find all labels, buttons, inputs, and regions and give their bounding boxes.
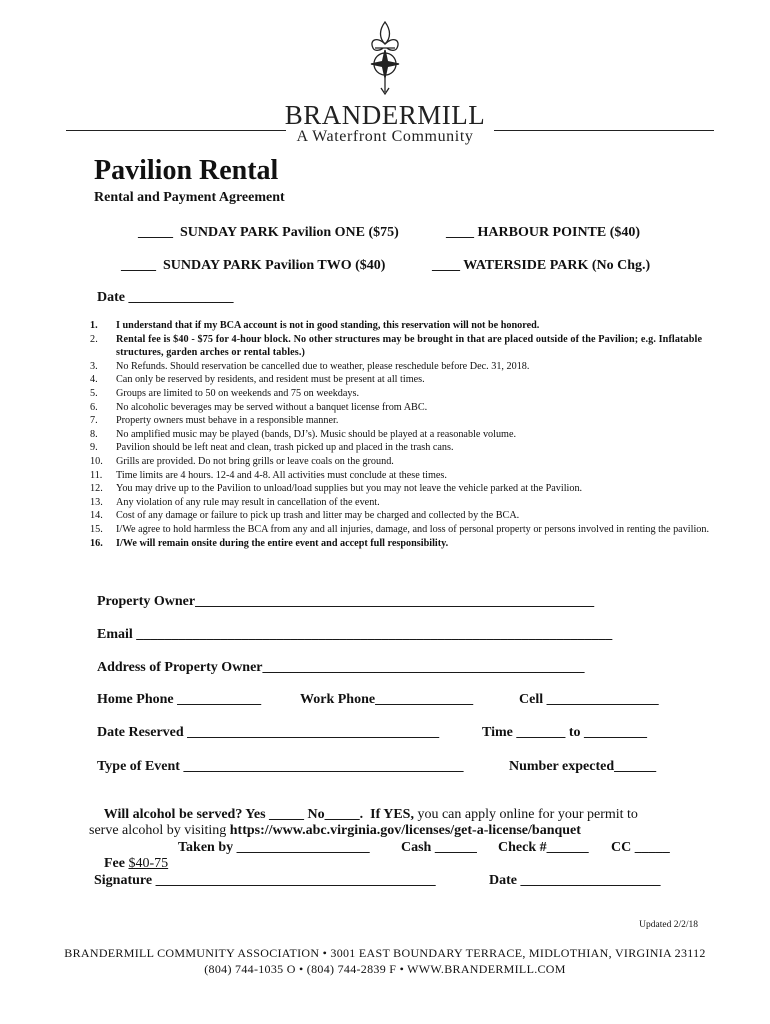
abc-license-link[interactable]: https://www.abc.virginia.gov/licenses/get-a-license/banquet xyxy=(229,823,581,838)
signature-date-field[interactable]: Date ____________________ xyxy=(489,873,661,888)
footer-contact: (804) 744-1035 O • (804) 744-2839 F • WWW.BRANDERMILL.COM xyxy=(204,962,566,976)
work-phone-field[interactable]: Work Phone______________ xyxy=(300,692,474,707)
signature-field[interactable]: Signature ________________________________________ xyxy=(94,873,436,888)
rule-item: 12. You may drive up to the Pavilion to unload/load supplies but you may not leave the vehicle parked at the Pavilion. xyxy=(90,483,583,495)
brand-name: BRANDERMILL xyxy=(284,100,486,130)
rule-item: 13. Any violation of any rule may result in cancellation of the event. xyxy=(90,496,380,508)
rule-item: 2. Rental fee is $40 - $75 for 4-hour block. No other structures may be brought in that are placed outside of the Pavilion; e.g. Inflatable structures, garden arches or rental tables.) xyxy=(90,333,703,359)
cell-field[interactable]: Cell ________________ xyxy=(519,692,659,707)
rule-item: 5. Groups are limited to 50 on weekends and 75 on weekdays. xyxy=(90,387,360,399)
rule-item: 11. Time limits are 4 hours. 12-4 and 4-8. All activities must conclude at these times. xyxy=(90,469,447,481)
fee-field: Fee $40-75 xyxy=(104,856,169,871)
time-field[interactable]: Time _______ to _________ xyxy=(482,725,648,740)
rule-item: 8. No amplified music may be played (bands, DJ’s). Music should be played at a reasonable volume. xyxy=(90,428,517,440)
option-sunday-park-two[interactable]: _____ SUNDAY PARK Pavilion TWO ($40) xyxy=(121,258,386,273)
fleur-de-lis-compass-icon xyxy=(365,18,405,98)
rule-item: 1. I understand that if my BCA account is not in good standing, this reservation will not be honored. xyxy=(90,320,540,331)
rule-item: 10. Grills are provided. Do not bring grills or leave coals on the ground. xyxy=(90,455,394,467)
option-waterside-park[interactable]: ____ WATERSIDE PARK (No Chg.) xyxy=(432,258,651,273)
option-harbour-pointe[interactable]: ____ HARBOUR POINTE ($40) xyxy=(446,225,641,240)
rule-item: 6. No alcoholic beverages may be served without a banquet license from ABC. xyxy=(90,401,428,413)
address-field[interactable]: Address of Property Owner______________________________________________ xyxy=(97,660,585,675)
rule-item: 3. No Refunds. Should reservation be cancelled due to weather, please reschedule before Dec. 31, 2018. xyxy=(90,360,530,372)
taken-by-field[interactable]: Taken by ___________________ xyxy=(178,840,370,855)
date-reserved-field[interactable]: Date Reserved ____________________________________ xyxy=(97,725,440,740)
alcohol-question[interactable]: Will alcohol be served? Yes _____ No_____. If YES, you can apply online for your permit to xyxy=(103,807,638,822)
alcohol-permit-line: serve alcohol by visiting https://www.abc.virginia.gov/licenses/get-a-license/banquet xyxy=(89,823,581,838)
cc-field[interactable]: CC _____ xyxy=(611,840,670,855)
page-subtitle: Rental and Payment Agreement xyxy=(94,190,285,205)
email-field[interactable]: Email ____________________________________________________________________ xyxy=(97,627,613,642)
rule-item: 14. Cost of any damage or failure to pick up trash and litter may be charged and collected by the BCA. xyxy=(90,510,520,522)
cash-field[interactable]: Cash ______ xyxy=(401,840,477,855)
option-sunday-park-one[interactable]: _____ SUNDAY PARK Pavilion ONE ($75) xyxy=(138,225,399,240)
rule-item: 15. I/We agree to hold harmless the BCA from any and all injuries, damage, and loss of personal property or persons involved in renting the pavilion. xyxy=(90,523,710,535)
number-expected-field[interactable]: Number expected______ xyxy=(509,759,657,774)
updated-date: Updated 2/2/18 xyxy=(639,920,698,930)
page-title: Pavilion Rental xyxy=(94,155,279,186)
rule-item: 16. I/We will remain onsite during the entire event and accept full responsibility. xyxy=(90,537,449,549)
property-owner-field[interactable]: Property Owner_________________________________________________________ xyxy=(97,594,595,609)
fee-value: $40-75 xyxy=(128,856,169,871)
rule-item: 7. Property owners must behave in a responsible manner. xyxy=(90,415,339,427)
rules-list xyxy=(90,319,710,550)
date-field[interactable]: Date _______________ xyxy=(97,290,234,305)
check-field[interactable]: Check #______ xyxy=(498,840,589,855)
type-of-event-field[interactable]: Type of Event ________________________________________ xyxy=(97,759,464,774)
rule-item: 9. Pavilion should be left neat and clean, trash picked up and placed in the trash cans. xyxy=(90,442,454,454)
rule-item: 4. Can only be reserved by residents, and resident must be present at all times. xyxy=(90,374,425,386)
brand-tagline: A Waterfront Community xyxy=(296,128,474,145)
home-phone-field[interactable]: Home Phone ____________ xyxy=(97,692,262,707)
footer-address: BRANDERMILL COMMUNITY ASSOCIATION • 3001 EAST BOUNDARY TERRACE, MIDLOTHIAN, VIRGINIA 23112 xyxy=(64,946,706,960)
